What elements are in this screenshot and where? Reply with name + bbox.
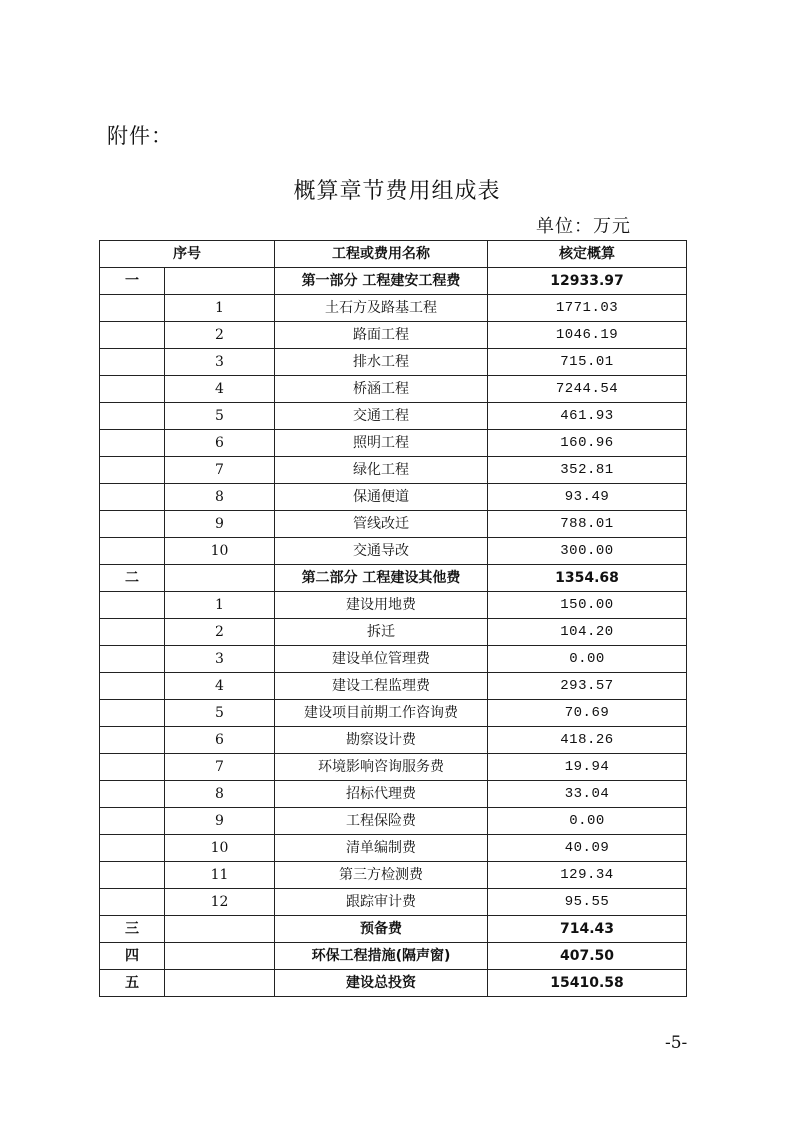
row-minor-index: 8 xyxy=(165,484,275,511)
row-major-index: 一 xyxy=(100,268,165,295)
row-item-name: 第三方检测费 xyxy=(275,862,488,889)
row-approved-amount: 150.00 xyxy=(488,592,687,619)
row-minor-index: 10 xyxy=(165,538,275,565)
row-minor-index: 6 xyxy=(165,727,275,754)
table-row xyxy=(100,646,687,673)
table-row xyxy=(100,430,687,457)
row-minor-index xyxy=(165,916,275,943)
row-major-index xyxy=(100,403,165,430)
row-item-name: 预备费 xyxy=(275,916,488,943)
table-row xyxy=(100,889,687,916)
row-major-index xyxy=(100,754,165,781)
row-item-name: 第二部分 工程建设其他费 xyxy=(275,565,488,592)
document-title: 概算章节费用组成表 xyxy=(293,179,501,204)
row-item-name: 路面工程 xyxy=(275,322,488,349)
row-approved-amount: 104.20 xyxy=(488,619,687,646)
row-major-index xyxy=(100,781,165,808)
row-item-name: 环保工程措施(隔声窗) xyxy=(275,943,488,970)
row-approved-amount: 300.00 xyxy=(488,538,687,565)
table-row xyxy=(100,295,687,322)
row-approved-amount: 95.55 xyxy=(488,889,687,916)
row-major-index xyxy=(100,673,165,700)
table-row xyxy=(100,592,687,619)
row-item-name: 招标代理费 xyxy=(275,781,488,808)
table-row xyxy=(100,457,687,484)
row-item-name: 清单编制费 xyxy=(275,835,488,862)
row-major-index xyxy=(100,457,165,484)
row-minor-index: 7 xyxy=(165,457,275,484)
row-major-index: 三 xyxy=(100,916,165,943)
row-minor-index xyxy=(165,268,275,295)
section-row xyxy=(100,268,687,295)
table-row xyxy=(100,808,687,835)
row-item-name: 跟踪审计费 xyxy=(275,889,488,916)
row-minor-index: 8 xyxy=(165,781,275,808)
row-approved-amount: 93.49 xyxy=(488,484,687,511)
row-major-index xyxy=(100,376,165,403)
row-item-name: 第一部分 工程建安工程费 xyxy=(275,268,488,295)
row-minor-index xyxy=(165,970,275,997)
row-approved-amount: 714.43 xyxy=(488,916,687,943)
row-item-name: 交通工程 xyxy=(275,403,488,430)
row-major-index: 二 xyxy=(100,565,165,592)
table-row xyxy=(100,511,687,538)
row-minor-index: 6 xyxy=(165,430,275,457)
column-header-value: 核定概算 xyxy=(488,241,687,268)
column-header-name: 工程或费用名称 xyxy=(275,241,488,268)
table-row xyxy=(100,781,687,808)
row-approved-amount: 1046.19 xyxy=(488,322,687,349)
row-item-name: 排水工程 xyxy=(275,349,488,376)
row-approved-amount: 1771.03 xyxy=(488,295,687,322)
table-row xyxy=(100,484,687,511)
row-item-name: 建设工程监理费 xyxy=(275,673,488,700)
row-major-index xyxy=(100,430,165,457)
row-major-index xyxy=(100,538,165,565)
column-header-index: 序号 xyxy=(100,241,275,268)
row-major-index xyxy=(100,889,165,916)
row-approved-amount: 33.04 xyxy=(488,781,687,808)
row-approved-amount: 19.94 xyxy=(488,754,687,781)
page-number: -5- xyxy=(665,1033,688,1053)
row-minor-index: 2 xyxy=(165,322,275,349)
row-major-index xyxy=(100,808,165,835)
row-item-name: 环境影响咨询服务费 xyxy=(275,754,488,781)
row-major-index xyxy=(100,727,165,754)
row-minor-index: 4 xyxy=(165,376,275,403)
row-item-name: 管线改迁 xyxy=(275,511,488,538)
row-approved-amount: 293.57 xyxy=(488,673,687,700)
table-row xyxy=(100,754,687,781)
row-minor-index: 2 xyxy=(165,619,275,646)
row-approved-amount: 788.01 xyxy=(488,511,687,538)
row-minor-index: 12 xyxy=(165,889,275,916)
row-item-name: 交通导改 xyxy=(275,538,488,565)
row-item-name: 拆迁 xyxy=(275,619,488,646)
row-approved-amount: 40.09 xyxy=(488,835,687,862)
row-approved-amount: 0.00 xyxy=(488,808,687,835)
row-major-index xyxy=(100,862,165,889)
row-major-index xyxy=(100,511,165,538)
row-minor-index: 3 xyxy=(165,349,275,376)
section-row xyxy=(100,565,687,592)
row-item-name: 建设总投资 xyxy=(275,970,488,997)
row-minor-index xyxy=(165,943,275,970)
table-row xyxy=(100,835,687,862)
row-minor-index: 5 xyxy=(165,403,275,430)
row-item-name: 建设项目前期工作咨询费 xyxy=(275,700,488,727)
table-body xyxy=(100,268,687,997)
table-row xyxy=(100,349,687,376)
row-approved-amount: 12933.97 xyxy=(488,268,687,295)
table-header-row xyxy=(100,241,687,268)
row-approved-amount: 461.93 xyxy=(488,403,687,430)
table-row xyxy=(100,700,687,727)
row-minor-index: 9 xyxy=(165,511,275,538)
row-minor-index: 3 xyxy=(165,646,275,673)
row-approved-amount: 7244.54 xyxy=(488,376,687,403)
table-row xyxy=(100,322,687,349)
row-major-index: 五 xyxy=(100,970,165,997)
table-row xyxy=(100,403,687,430)
row-minor-index: 7 xyxy=(165,754,275,781)
row-major-index xyxy=(100,619,165,646)
row-item-name: 土石方及路基工程 xyxy=(275,295,488,322)
row-item-name: 建设用地费 xyxy=(275,592,488,619)
row-major-index xyxy=(100,484,165,511)
row-minor-index: 10 xyxy=(165,835,275,862)
row-approved-amount: 407.50 xyxy=(488,943,687,970)
row-approved-amount: 418.26 xyxy=(488,727,687,754)
row-minor-index: 4 xyxy=(165,673,275,700)
row-major-index xyxy=(100,349,165,376)
row-item-name: 绿化工程 xyxy=(275,457,488,484)
table-row xyxy=(100,673,687,700)
row-approved-amount: 715.01 xyxy=(488,349,687,376)
row-major-index xyxy=(100,295,165,322)
attachment-label: 附件： xyxy=(107,124,173,148)
row-item-name: 桥涵工程 xyxy=(275,376,488,403)
row-item-name: 保通便道 xyxy=(275,484,488,511)
section-row xyxy=(100,970,687,997)
row-approved-amount: 352.81 xyxy=(488,457,687,484)
row-minor-index xyxy=(165,565,275,592)
table-row xyxy=(100,862,687,889)
row-major-index xyxy=(100,835,165,862)
row-major-index xyxy=(100,592,165,619)
row-major-index xyxy=(100,646,165,673)
row-item-name: 工程保险费 xyxy=(275,808,488,835)
row-approved-amount: 70.69 xyxy=(488,700,687,727)
row-approved-amount: 160.96 xyxy=(488,430,687,457)
row-item-name: 照明工程 xyxy=(275,430,488,457)
table-row xyxy=(100,538,687,565)
row-approved-amount: 129.34 xyxy=(488,862,687,889)
table-row xyxy=(100,376,687,403)
table-row xyxy=(100,727,687,754)
row-minor-index: 9 xyxy=(165,808,275,835)
row-item-name: 建设单位管理费 xyxy=(275,646,488,673)
row-approved-amount: 15410.58 xyxy=(488,970,687,997)
row-minor-index: 1 xyxy=(165,592,275,619)
section-row xyxy=(100,943,687,970)
row-minor-index: 5 xyxy=(165,700,275,727)
row-major-index xyxy=(100,700,165,727)
unit-label: 单位：万元 xyxy=(536,216,631,237)
row-approved-amount: 0.00 xyxy=(488,646,687,673)
row-minor-index: 11 xyxy=(165,862,275,889)
row-approved-amount: 1354.68 xyxy=(488,565,687,592)
row-major-index: 四 xyxy=(100,943,165,970)
row-item-name: 勘察设计费 xyxy=(275,727,488,754)
budget-table xyxy=(99,240,687,997)
section-row xyxy=(100,916,687,943)
row-major-index xyxy=(100,322,165,349)
row-minor-index: 1 xyxy=(165,295,275,322)
table-row xyxy=(100,619,687,646)
